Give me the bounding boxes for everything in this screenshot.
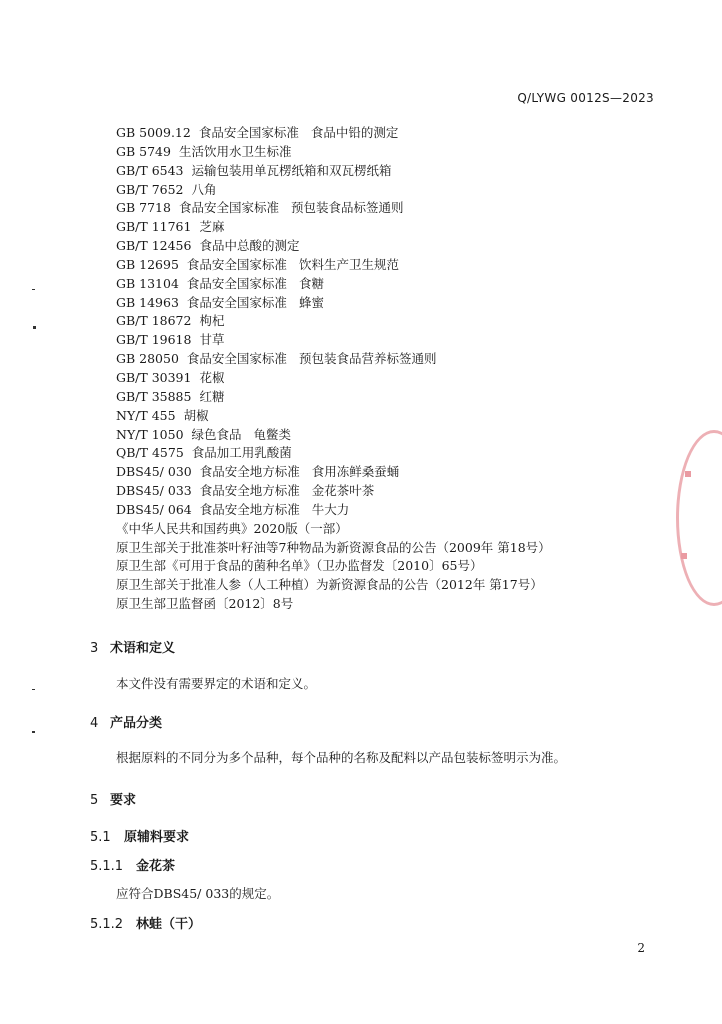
section-3-body: 本文件没有需要界定的术语和定义。 [116,676,317,691]
reference-title: 预包装食品营养标签通则 [298,351,437,367]
section-5-1-1-body: 应符合DBS45/ 033的规定。 [116,886,280,901]
reference-title: 枸杞 [199,313,225,329]
reference-title: 八角 [191,181,217,197]
reference-title: 食品中铅的测定 [310,125,399,140]
reference-code: GB/T 7652 [116,181,184,197]
reference-item [116,312,551,331]
reference-item [116,501,551,520]
section-5-1-heading [90,826,189,845]
reference-item [116,539,551,558]
reference-code: DBS45/ 030 [116,464,192,480]
document-code: Q/LYWG 0012S—2023 [517,91,654,105]
section-title: 要求 [110,793,137,808]
reference-item [116,331,551,350]
reference-item [116,520,551,539]
reference-title: 食品安全地方标准 [199,464,300,480]
reference-title: 原卫生部关于批准人参（人工种植）为新资源食品的公告（2012年 第17号） [116,577,543,593]
reference-title: 食品安全地方标准 [199,483,300,499]
reference-title: 运输包装用单瓦楞纸箱和双瓦楞纸箱 [191,162,392,178]
section-title: 产品分类 [110,716,163,731]
reference-title: 甘草 [199,332,225,348]
reference-title: 金花茶叶茶 [311,483,375,499]
reference-code: GB 14963 [116,294,179,310]
reference-item [116,426,551,445]
reference-code: GB 5749 [116,143,171,159]
reference-title: 生活饮用水卫生标准 [178,143,292,159]
reference-item [116,181,551,200]
reference-code: GB/T 35885 [116,388,192,404]
section-number: 3 [90,641,99,656]
reference-title: 预包装食品标签通则 [290,200,404,216]
reference-code: NY/T 455 [116,407,176,423]
section-5-1-2-heading [90,913,201,932]
section-number: 5 [90,793,99,808]
reference-item [116,557,551,576]
section-title: 金花茶 [136,859,176,874]
reference-item [116,388,551,407]
reference-item [116,199,551,218]
reference-title: 食品安全国家标准 [186,351,287,367]
reference-item [116,369,551,388]
reference-item [116,162,551,181]
reference-code: GB/T 18672 [116,313,192,329]
reference-item [116,407,551,426]
reference-title: 原卫生部卫监督函〔2012〕8号 [116,596,294,612]
reference-item [116,463,551,482]
section-title: 原辅料要求 [124,830,190,845]
section-number: 5.1.2 [90,917,124,932]
reference-title: 食品安全地方标准 [199,501,300,517]
page-number: 2 [637,941,645,955]
reference-title: 食品安全国家标准 [178,200,279,216]
reference-title: 花椒 [199,369,225,385]
reference-code: GB 13104 [116,275,179,291]
reference-code: QB/T 4575 [116,445,184,461]
section-title: 林蛙（干） [136,917,202,932]
reference-code: GB 12695 [116,256,179,272]
reference-item [116,143,551,162]
reference-item [116,595,551,614]
normative-references-list [116,124,551,614]
reference-code: GB 28050 [116,351,179,367]
reference-code: GB/T 19618 [116,332,192,348]
reference-code: DBS45/ 033 [116,483,192,499]
reference-title: 食品安全国家标准 [198,125,299,140]
reference-title: 牛大力 [311,501,350,517]
reference-title: 原卫生部《可用于食品的菌种名单》（卫办监督发〔2010〕65号） [116,558,483,574]
reference-title: 胡椒 [183,407,209,423]
reference-code: GB/T 12456 [116,238,192,254]
reference-item [116,218,551,237]
reference-item [116,482,551,501]
reference-code: GB 5009.12 [116,125,191,140]
section-3-heading [90,637,175,656]
reference-title: 食糖 [298,275,324,291]
reference-title: 绿色食品 [191,426,242,442]
reference-title: 红糖 [199,388,225,404]
reference-code: GB 7718 [116,200,171,216]
reference-item [116,275,551,294]
section-5-1-1-heading [90,855,175,874]
reference-code: GB/T 30391 [116,369,192,385]
reference-item [116,444,551,463]
seal-stamp-edge [676,430,722,606]
section-4-heading [90,712,162,731]
reference-title: 饮料生产卫生规范 [298,256,399,272]
section-number: 5.1.1 [90,859,124,874]
reference-item [116,294,551,313]
reference-code: GB/T 6543 [116,162,184,178]
section-5-heading [90,789,136,808]
reference-item [116,256,551,275]
reference-item [116,124,551,143]
reference-title: 食用冻鲜桑蚕蛹 [311,464,400,480]
section-title: 术语和定义 [110,641,176,656]
reference-code: NY/T 1050 [116,426,184,442]
reference-title: 龟鳖类 [253,426,292,442]
reference-title: 芝麻 [199,219,225,235]
reference-item [116,237,551,256]
reference-item [116,350,551,369]
reference-title: 原卫生部关于批准茶叶籽油等7种物品为新资源食品的公告（2009年 第18号） [116,539,551,555]
reference-code: GB/T 11761 [116,219,192,235]
reference-title: 食品中总酸的测定 [199,238,300,254]
section-number: 5.1 [90,830,111,845]
reference-title: 食品安全国家标准 [186,275,287,291]
reference-item [116,576,551,595]
reference-title: 食品安全国家标准 [186,256,287,272]
reference-title: 食品安全国家标准 [186,294,287,310]
reference-code: DBS45/ 064 [116,501,192,517]
section-number: 4 [90,716,99,731]
section-4-body: 根据原料的不同分为多个品种，每个品种的名称及配料以产品包装标签明示为准。 [116,750,567,765]
reference-title: 蜂蜜 [298,294,324,310]
reference-title: 《中华人民共和国药典》2020版（一部） [116,520,348,536]
reference-title: 食品加工用乳酸菌 [191,445,292,461]
